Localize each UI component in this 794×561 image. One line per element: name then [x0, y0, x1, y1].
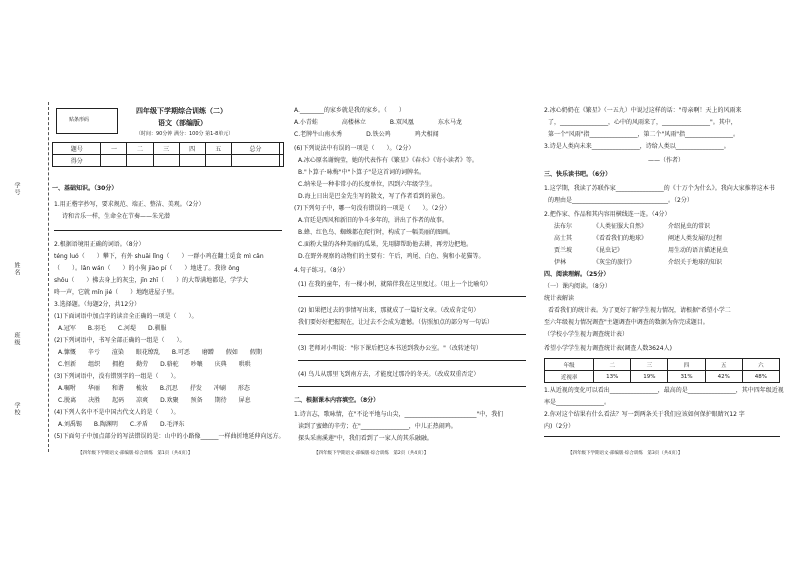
question-text: （一）课内阅读。（8分）: [544, 283, 611, 290]
option-row: C.恒新 组织 拥抱 勤劳 D.骆驼 吵嚷 庆典 哄哄: [58, 361, 251, 368]
question-text: (4)下列人名中不是中国古代文人的是（ ）。: [54, 409, 180, 416]
score-header-cell: 总分: [231, 143, 279, 155]
score-header-cell: 四: [179, 143, 205, 155]
writing-line: [54, 230, 282, 231]
question-text: (1) 在我的童年，有一棵小树，就陪伴我在这里度过。（用上一个比喻句）: [298, 281, 492, 288]
table-cell: 48%: [742, 371, 779, 383]
question-text: 1.从近视的变化可以看出________________，最高的是________________，其中四年级近视: [544, 387, 784, 394]
question-text: (6)下列说法中有误的一项是（ ）。（2分）: [294, 145, 415, 152]
option-row: A.冰心原名谢婉莹，她的代表作有《繁星》《春水》《寄小读者》等。: [298, 157, 478, 164]
section-heading: 四、阅读理解。（25分）: [544, 271, 610, 278]
question-text: téng luó（ ）攀下，有外 shuāi lǐng（ ）一群小鸡在翻土觅食 mì cǎn: [54, 253, 264, 260]
question-text: 我们要好好把握现在，让过去不会成为遗憾。（仿照加点的部分写一句话）: [298, 319, 494, 326]
writing-line: [298, 386, 526, 387]
passage-text: （学校小学生视力调查统计表）: [544, 331, 629, 338]
question-text: 1.诗言志，歌咏情，在"不论平地与山尖，________________________"中，我们: [294, 411, 504, 418]
question-text: 1.这学期，我读了苏联作家________________的《十万个为什么》。我向大家推荐这本书: [544, 185, 775, 192]
option-row: C.面粉大量的各种美丽的瓜果，先用脚帮助他去耕，再旁边把地。: [298, 241, 473, 248]
option-row: C.老牌牛山南水秀 D.铁公鸡 鸡犬相闻: [294, 131, 439, 138]
section-heading: 三、快乐读书吧。（6分）: [544, 171, 612, 178]
score-cell[interactable]: [153, 155, 179, 167]
score-cell[interactable]: [179, 155, 205, 167]
question-text: 探头采南溪莲"中，我们看到了一家人的其乐融融。: [298, 435, 433, 442]
passage-text: 看看我们的统计表。为了更好了解学生视力情况，请根据"希望小学二: [548, 307, 731, 314]
question-text: 诗和音乐一样，生命全在节奏——朱光潜: [62, 213, 171, 220]
question-text: (1)下面词语中加点字的读音全正确的一项是（ ）。: [54, 313, 198, 320]
table-header-cell: 五: [705, 359, 742, 371]
section-heading: 二、根据课本内容填空。（8分）: [294, 397, 380, 404]
question-text: (2) 如果把过去的事情写出来，那就成了一篇好文章。（改成肯定句）: [298, 307, 480, 314]
scan-label: 贴条形码: [69, 117, 90, 123]
question-text: 4.句子练习。（8分）: [294, 267, 349, 274]
option-row: A.慷慨 辛亏 渲染 眼花缭乱 B.可恶 磨蹭 假如 假期: [58, 349, 262, 356]
question-text: 2.根据语境用正确的词语。（8分）: [54, 241, 145, 248]
score-table: [52, 142, 284, 167]
option-row: B.蜂、红色鸟、蜘蛛都在爬行时，构成了一幅美丽的图画。: [298, 229, 455, 236]
option-row: A.嘱咐 华丽 和谐 梳妆 B.沉思 抒发 冲刷 形态: [58, 385, 250, 392]
option-row: A.刘禹锡 B.陶渊明 C.矛盾 D.毛泽东: [58, 421, 185, 428]
exam-subject: 语文（部编版）: [158, 119, 207, 127]
question-text: (5)下面句子中加点部分的写法错误的是：山中的小路像______一样曲折地延伸向远方。: [54, 433, 285, 440]
table-header-cell: 四: [668, 359, 705, 371]
binding-line: [48, 102, 49, 452]
option-row: A.宫廷是西风和新旧的争斗多年的，讲出了作者的故事。: [298, 217, 448, 224]
exam-info: （时间：90分钟 满分：100分 第1-8单元）: [136, 131, 234, 137]
exam-title: 四年级下学期综合训练（二）: [136, 107, 227, 115]
passage-title: 统计表解读: [544, 295, 575, 302]
question-text: 率是________________。: [544, 399, 611, 406]
table-title: 希望小学学生视力调查统计表(调查人数3624人): [544, 345, 672, 352]
option-row: A.冠军 B.羽毛 C.河堤 D.驯服: [58, 325, 167, 332]
question-text: 3.诗是人类向未来________________，诗给人类以________________。: [544, 143, 730, 150]
writing-line: [298, 334, 526, 335]
exam-sheet: [8, 102, 788, 462]
match-row: 贾兰坡 《昆虫记》 用生动的语言描述昆虫: [554, 247, 729, 254]
margin-label-school: 学校: [13, 402, 20, 416]
match-row: 高士其 《看看我们的地球》 阐述人类发展的过程: [554, 235, 723, 242]
option-row: A.小青蛙 高楼林立 B.双风凰 东水马龙: [294, 119, 462, 126]
margin-label-student-id: 学号: [13, 182, 20, 196]
score-cell[interactable]: [127, 155, 153, 167]
score-header-cell: 题号: [53, 143, 101, 155]
question-text: 2.你对这个结果有什么看法？写一到两条关于我们应该如何保护眼睛?(12 字: [544, 411, 745, 418]
score-cell[interactable]: [231, 155, 279, 167]
score-header-cell: [280, 143, 284, 155]
question-text: 咚一声，它就 mǐn jié（ ）地跑进屋子里。: [54, 289, 179, 296]
question-text: 2.冰心奶奶在《繁星》（一五九）中说过这样的话："母亲啊！天上的风雨来: [544, 107, 742, 114]
score-header-cell: 二: [127, 143, 153, 155]
table-header-cell: 六: [742, 359, 779, 371]
passage-text: 至六年级视力情况调查"主题调查中调查的数据为你完成题目。: [544, 319, 709, 326]
option-row: B."卜算子·咏梅"中"卜算子"是这首词的词牌名。: [298, 169, 425, 176]
table-header-cell: 年级: [545, 359, 594, 371]
question-text: 读到了蜜蜂的辛劳；在"________________，中儿正热闹鸡。: [298, 423, 457, 430]
option-row: D.海上日出是巴金先生写的散文，写了作者看到的景色。: [298, 193, 449, 200]
question-text: 了，________________，心中的风雨来了，________________"。其中，: [548, 119, 737, 126]
table-header-cell: 二: [594, 359, 631, 371]
section-heading: 一、基础知识。（30分）: [52, 185, 118, 192]
page-footer: 【四年级下学期语文·部编版·综合训练 第2页（共4页）】: [314, 451, 429, 456]
question-text: (2)下列词语中，书写全部正确的一组是（ ）。: [54, 337, 186, 344]
option-row: C.脱离 决胜 起码 凉爽 D.欢聚 预备 期待 屏息: [58, 397, 251, 404]
writing-line: [298, 360, 526, 361]
score-header-cell: 一: [101, 143, 127, 155]
margin-label-class: 班级: [13, 332, 20, 346]
table-cell: 42%: [705, 371, 742, 383]
score-cell[interactable]: [101, 155, 127, 167]
table-cell: 31%: [668, 371, 705, 383]
question-text: 3.选择题。（每题2分，共12分）: [54, 301, 141, 308]
question-text: (4) 鸟儿从那里飞到南方去，才能度过那冷的冬天。（改成双重否定）: [298, 371, 480, 378]
myopia-stats-table: [544, 358, 780, 383]
match-row: 伊林 《灰尘的旅行》 介绍关于地球的知识: [554, 259, 723, 266]
writing-line: [544, 436, 780, 437]
table-cell: 13%: [594, 371, 631, 383]
table-header-cell: 三: [631, 359, 668, 371]
question-text: 的理由是________________________________。（2分）: [548, 197, 693, 204]
score-header-cell: 五: [205, 143, 231, 155]
question-text: 1.用正楷字抄写，要求规范、端正、整洁、美观。（2分）: [54, 201, 205, 208]
question-text: (3) 老师对小明说："你下课后把这本书送到我办公室。"（改转述句）: [298, 345, 482, 352]
question-text: shǒu（ ）拂去身上的灰尘，jīn zhī（ ）的大帮满地都是，学学大: [54, 277, 249, 284]
table-cell: 19%: [631, 371, 668, 383]
score-row-label: 得分: [53, 155, 101, 167]
question-text: A.________的家乡就是我的家乡。（ ）: [294, 107, 405, 114]
writing-line: [298, 296, 526, 297]
score-header-cell: 三: [153, 143, 179, 155]
question-text: 第一个"风雨"指________________，第二个"风雨"指________________。: [548, 131, 740, 138]
question-text: 内)（2分）: [544, 423, 575, 430]
score-cell[interactable]: [280, 155, 284, 167]
page-footer: 【四年级下学期语文·部编版·综合训练 第3页（共4页）】: [568, 451, 683, 456]
question-text: 2.把作家、作品和其内容用横线连一连。（4分）: [544, 211, 671, 218]
margin-label-name: 姓名: [13, 262, 20, 276]
question-text: (3)下列词语中，没有错别字的一组是（ ）。: [54, 373, 180, 380]
table-cell: 近视率: [545, 371, 594, 383]
option-row: C.纳米是一种非常小的长度单位，四到六年级学生。: [298, 181, 437, 188]
page-footer: 【四年级下学期语文·部编版·综合训练 第1页（共4页）】: [78, 451, 193, 456]
poem-author-blank: ——（作者）: [648, 157, 685, 164]
question-text: （ ）。lǎn wán（ ）的小狗 jiào pí（ ）地进了。我徐 ǒng: [54, 265, 240, 272]
scan-label-box: [56, 108, 118, 134]
question-text: (7)下列句子中，哪一句没有错误的一项是（ ）。（2分）: [294, 205, 451, 212]
score-cell[interactable]: [205, 155, 231, 167]
option-row: D.在野外观察的动物们的主要有：午后，鸡尾、白色、狗和小花猫等。: [298, 253, 485, 260]
match-row: 法布尔 《人类征服大自然》 介绍昆虫的常识: [554, 223, 711, 230]
